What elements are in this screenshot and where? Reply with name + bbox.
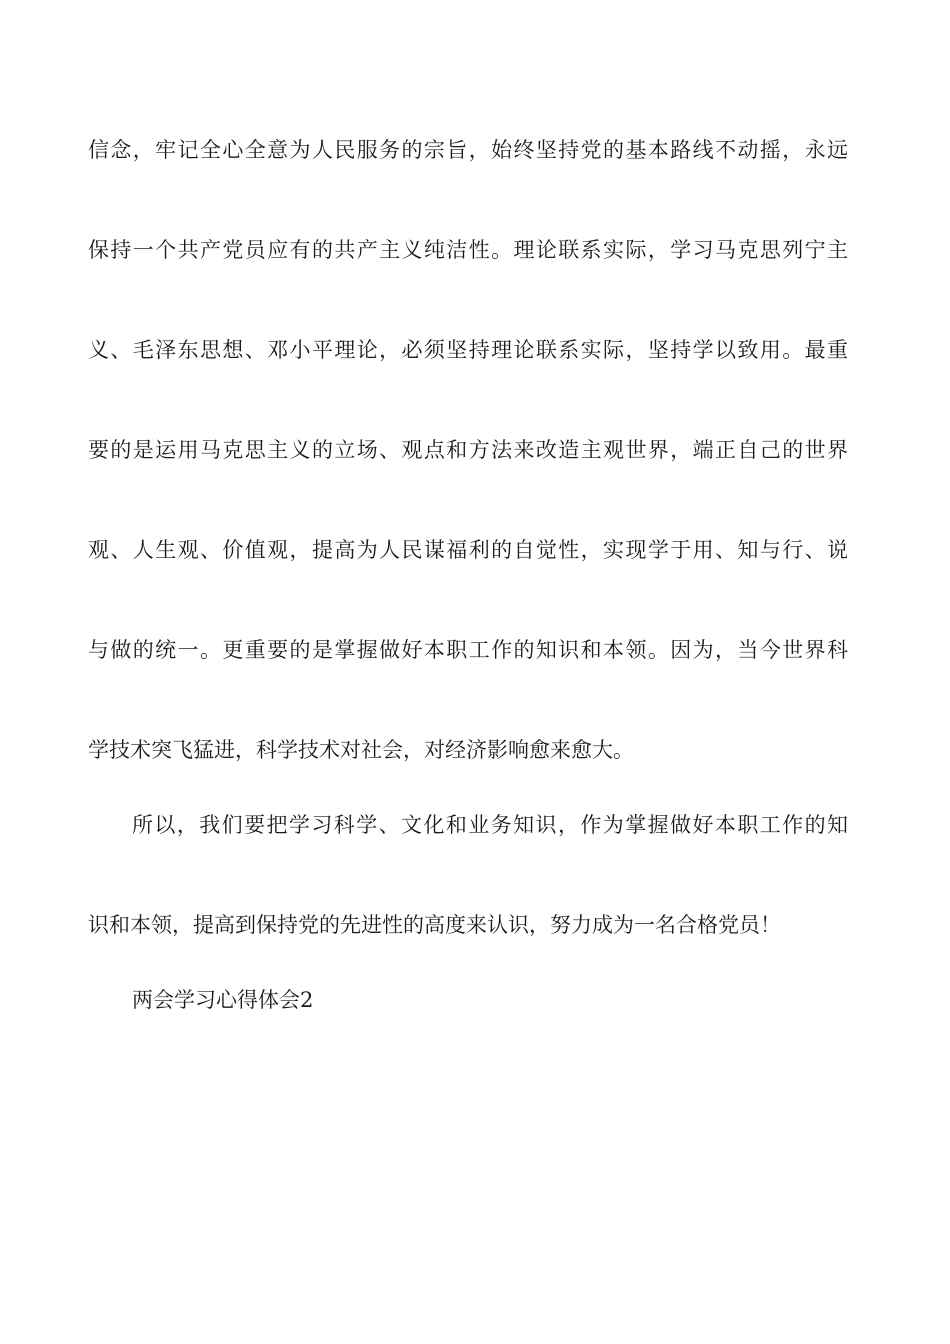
- paragraph-1-line-4: 要的是运用马克思主义的立场、观点和方法来改造主观世界，端正自己的世界: [88, 438, 848, 462]
- section-heading: 两会学习心得体会2: [132, 988, 314, 1012]
- paragraph-1-line-6: 与做的统一。更重要的是掌握做好本职工作的知识和本领。因为，当今世界科: [88, 638, 848, 662]
- paragraph-1-line-1: 信念，牢记全心全意为人民服务的宗旨，始终坚持党的基本路线不动摇，永远: [88, 138, 848, 162]
- paragraph-1-line-2: 保持一个共产党员应有的共产主义纯洁性。理论联系实际，学习马克思列宁主: [88, 238, 848, 262]
- paragraph-1-line-5: 观、人生观、价值观，提高为人民谋福利的自觉性，实现学于用、知与行、说: [88, 538, 848, 562]
- paragraph-2-line-2: 识和本领，提高到保持党的先进性的高度来认识，努力成为一名合格党员！: [88, 913, 781, 937]
- paragraph-2-line-1: 所以，我们要把学习科学、文化和业务知识，作为掌握做好本职工作的知: [132, 813, 848, 837]
- paragraph-1-line-3: 义、毛泽东思想、邓小平理论，必须坚持理论联系实际，坚持学以致用。最重: [88, 338, 848, 362]
- paragraph-1-line-7: 学技术突飞猛进，科学技术对社会，对经济影响愈来愈大。: [88, 738, 634, 762]
